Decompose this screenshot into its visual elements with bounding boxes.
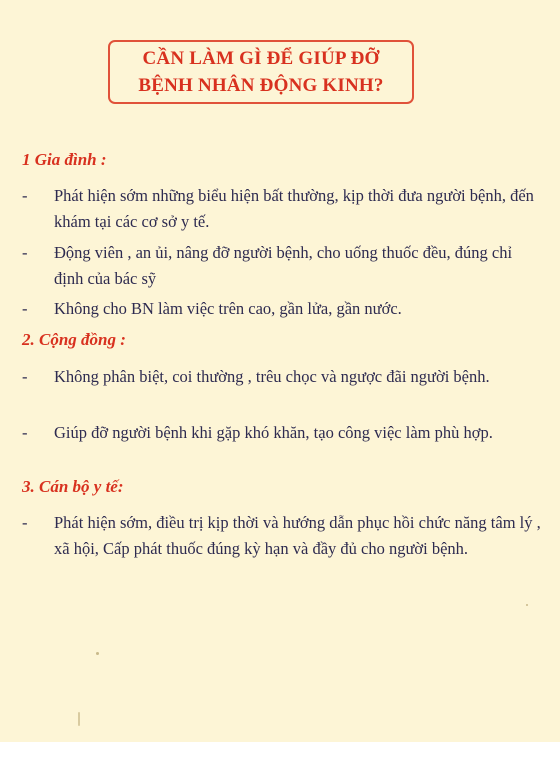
list-marker: -	[22, 513, 28, 532]
paper-speck	[96, 652, 99, 655]
list-item-text: Động viên , an ủi, nâng đỡ người bệnh, cho uống thuốc đều, đúng chỉ định của bác sỹ	[54, 243, 513, 288]
list-item-text: Phát hiện sớm, điều trị kịp thời và hướng dẫn phục hồi chức năng tâm lý , xã hội, Cấp phát thuốc đúng kỳ hạn và đầy đủ cho người bệnh.	[54, 513, 541, 558]
section-heading-community: 2. Cộng đồng :	[22, 330, 126, 349]
list-item-text: Không cho BN làm việc trên cao, gần lửa, gần nước.	[54, 299, 402, 318]
list-item-text: Giúp đỡ người bệnh khi gặp khó khăn, tạo công việc làm phù hợp.	[54, 423, 493, 442]
title-line-1: CẦN LÀM GÌ ĐỂ GIÚP ĐỠ	[142, 48, 380, 69]
list-item-text: Phát hiện sớm những biểu hiện bất thường, kịp thời đưa người bệnh, đến khám tại các cơ sở y tế.	[54, 186, 534, 231]
list-item-text: Không phân biệt, coi thường , trêu chọc và ngược đãi người bệnh.	[54, 367, 490, 386]
list-marker: -	[22, 186, 28, 205]
list-marker: -	[22, 243, 28, 262]
paper-mark	[78, 712, 80, 726]
title-box	[108, 40, 414, 104]
section-heading-family: 1 Gia đình :	[22, 150, 107, 169]
list-marker: -	[22, 423, 28, 442]
page-bottom-margin	[0, 742, 560, 758]
title-line-2: BỆNH NHÂN ĐỘNG KINH?	[138, 75, 384, 96]
paper-speck	[526, 604, 528, 606]
list-marker: -	[22, 299, 28, 318]
section-heading-health-staff: 3. Cán bộ y tế:	[22, 477, 124, 496]
list-marker: -	[22, 367, 28, 386]
